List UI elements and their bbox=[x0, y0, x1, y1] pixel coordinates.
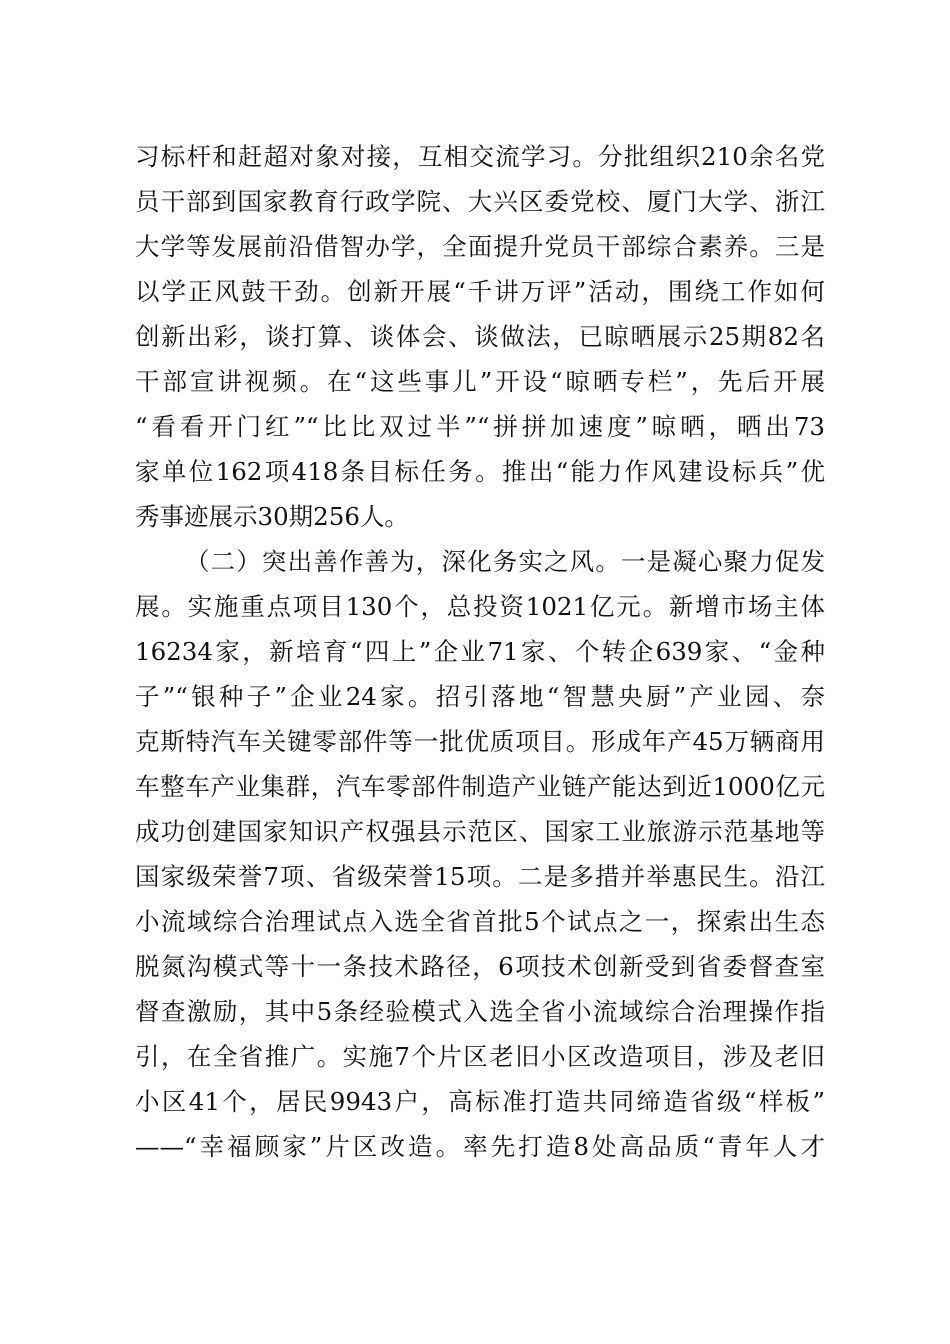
text-line-9: 秀事迹展示30期256人。 bbox=[135, 502, 409, 531]
text-line-16: 成功创建国家知识产权强县示范区、国家工业旅游示范基地等 bbox=[135, 817, 825, 846]
section-heading-line: （二）突出善作善为，深化务实之风。一是凝心聚力促发 bbox=[185, 547, 825, 576]
text-line-3: 大学等发展前沿借智办学，全面提升党员干部综合素养。三是 bbox=[135, 232, 825, 261]
text-line-4: 以学正风鼓干劲。创新开展“千讲万评”活动，围绕工作如何 bbox=[135, 277, 825, 306]
text-line-20: 督查激励，其中5条经验模式入选全省小流域综合治理操作指 bbox=[135, 997, 825, 1026]
text-line-2: 员干部到国家教育行政学院、大兴区委党校、厦门大学、浙江 bbox=[135, 187, 825, 216]
text-line-1: 习标杆和赶超对象对接，互相交流学习。分批组织210余名党 bbox=[135, 142, 825, 171]
text-line-14: 克斯特汽车关键零部件等一批优质项目。形成年产45万辆商用 bbox=[135, 727, 825, 756]
text-line-22: 小区41个，居民9943户，高标准打造共同缔造省级“样板” bbox=[135, 1087, 825, 1116]
text-line-12: 16234家，新培育“四上”企业71家、个转企639家、“金种 bbox=[135, 637, 825, 666]
text-line-8: 家单位162项418条目标任务。推出“能力作风建设标兵”优 bbox=[135, 457, 825, 486]
text-line-7: “看看开门红”“比比双过半”“拼拼加速度”晾晒，晒出73 bbox=[135, 412, 825, 441]
text-line-6: 干部宣讲视频。在“这些事儿”开设“晾晒专栏”，先后开展 bbox=[135, 367, 825, 396]
text-line-15: 车整车产业集群，汽车零部件制造产业链产能达到近1000亿元 bbox=[135, 772, 825, 801]
text-line-17: 国家级荣誉7项、省级荣誉15项。二是多措并举惠民生。沿江 bbox=[135, 862, 825, 891]
text-line-19: 脱氮沟模式等十一条技术路径，6项技术创新受到省委督查室 bbox=[135, 952, 825, 981]
text-line-11: 展。实施重点项目130个，总投资1021亿元。新增市场主体 bbox=[135, 592, 825, 621]
text-line-23: ——“幸福顾家”片区改造。率先打造8处高品质“青年人才 bbox=[135, 1132, 825, 1161]
text-line-5: 创新出彩，谈打算、谈体会、谈做法，已晾晒展示25期82名 bbox=[135, 322, 825, 351]
text-line-13: 子”“银种子”企业24家。招引落地“智慧央厨”产业园、奈 bbox=[135, 682, 825, 711]
text-line-21: 引，在全省推广。实施7个片区老旧小区改造项目，涉及老旧 bbox=[135, 1042, 825, 1071]
text-line-18: 小流域综合治理试点入选全省首批5个试点之一，探索出生态 bbox=[135, 907, 825, 936]
